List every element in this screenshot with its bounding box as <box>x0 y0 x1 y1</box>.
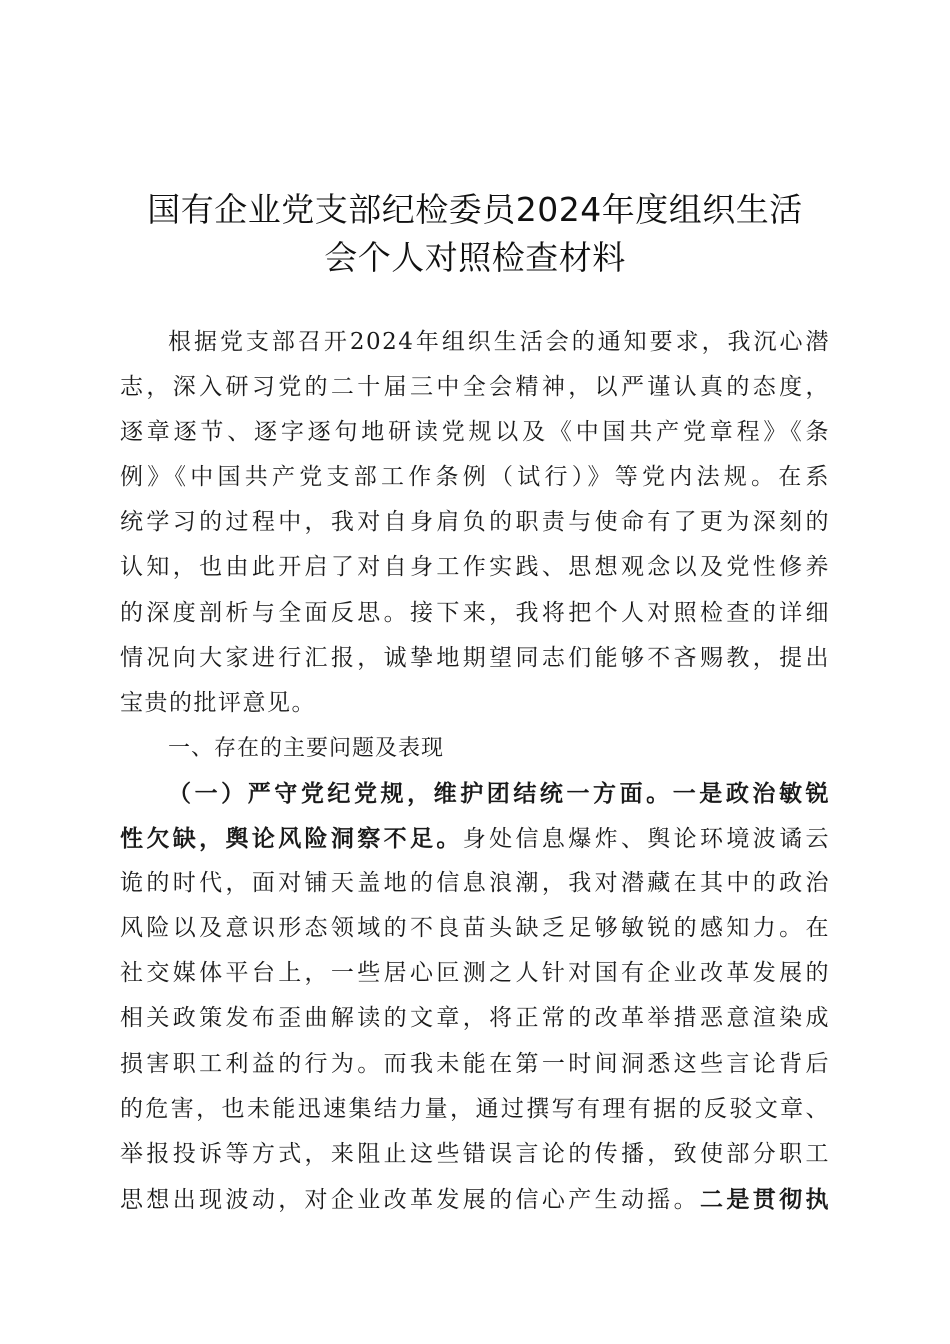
section1-text: 身处信息爆炸、舆论环境波谲云 <box>462 826 831 853</box>
document-body <box>120 320 830 1222</box>
section1-line: 举报投诉等方式，来阻止这些错误言论的传播，致使部分职工 <box>120 1140 830 1167</box>
section1-line: 损害职工利益的行为。而我未能在第一时间洞悉这些言论背后 <box>120 1050 830 1077</box>
section1-line: 风险以及意识形态领域的不良苗头缺乏足够敏锐的感知力。在 <box>120 915 830 942</box>
section1-text: 思想出现波动，对企业改革发展的信心产生动摇。 <box>120 1186 701 1213</box>
section1-line-mixed <box>120 816 830 861</box>
section1-line-mixed <box>120 1177 830 1222</box>
intro-line: 情况向大家进行汇报，诚挚地期望同志们能够不吝赐教，提出 <box>120 644 830 671</box>
intro-line: 的深度剖析与全面反思。接下来，我将把个人对照检查的详细 <box>120 599 830 626</box>
intro-line: 统学习的过程中，我对自身肩负的职责与使命有了更为深刻的 <box>120 509 830 536</box>
section1-subheading: 二是贯彻执 <box>700 1185 831 1213</box>
intro-line: 认知，也由此开启了对自身工作实践、思想观念以及党性修养 <box>120 554 830 581</box>
intro-line: 例》《中国共产党支部工作条例（试行）》等党内法规。在系 <box>120 464 830 491</box>
section1-line: 的危害，也未能迅速集结力量，通过撰写有理有据的反驳文章、 <box>120 1095 830 1122</box>
document-title <box>100 186 850 282</box>
intro-line: 根据党支部召开2024年组织生活会的通知要求，我沉心潜 <box>168 329 830 355</box>
section1-line: 诡的时代，面对铺天盖地的信息浪潮，我对潜藏在其中的政治 <box>120 870 830 897</box>
section1-subheading: 性欠缺，舆论风险洞察不足。 <box>120 825 463 853</box>
title-line-1: 国有企业党支部纪检委员2024年度组织生活 <box>147 190 803 229</box>
intro-line: 宝贵的批评意见。 <box>120 689 316 716</box>
section1-heading-line: （一）严守党纪党规，维护团结统一方面。一是政治敏锐 <box>168 779 830 807</box>
intro-line: 志，深入研习党的二十届三中全会精神，以严谨认真的态度， <box>120 374 830 401</box>
title-line-2: 会个人对照检查材料 <box>324 238 626 277</box>
section1-line: 社交媒体平台上，一些居心叵测之人针对国有企业改革发展的 <box>120 960 830 987</box>
section1-line: 相关政策发布歪曲解读的文章，将正常的改革举措恶意渲染成 <box>120 1005 830 1032</box>
intro-line: 逐章逐节、逐字逐句地研读党规以及《中国共产党章程》《条 <box>120 419 830 446</box>
section-heading: 一、存在的主要问题及表现 <box>168 735 445 761</box>
